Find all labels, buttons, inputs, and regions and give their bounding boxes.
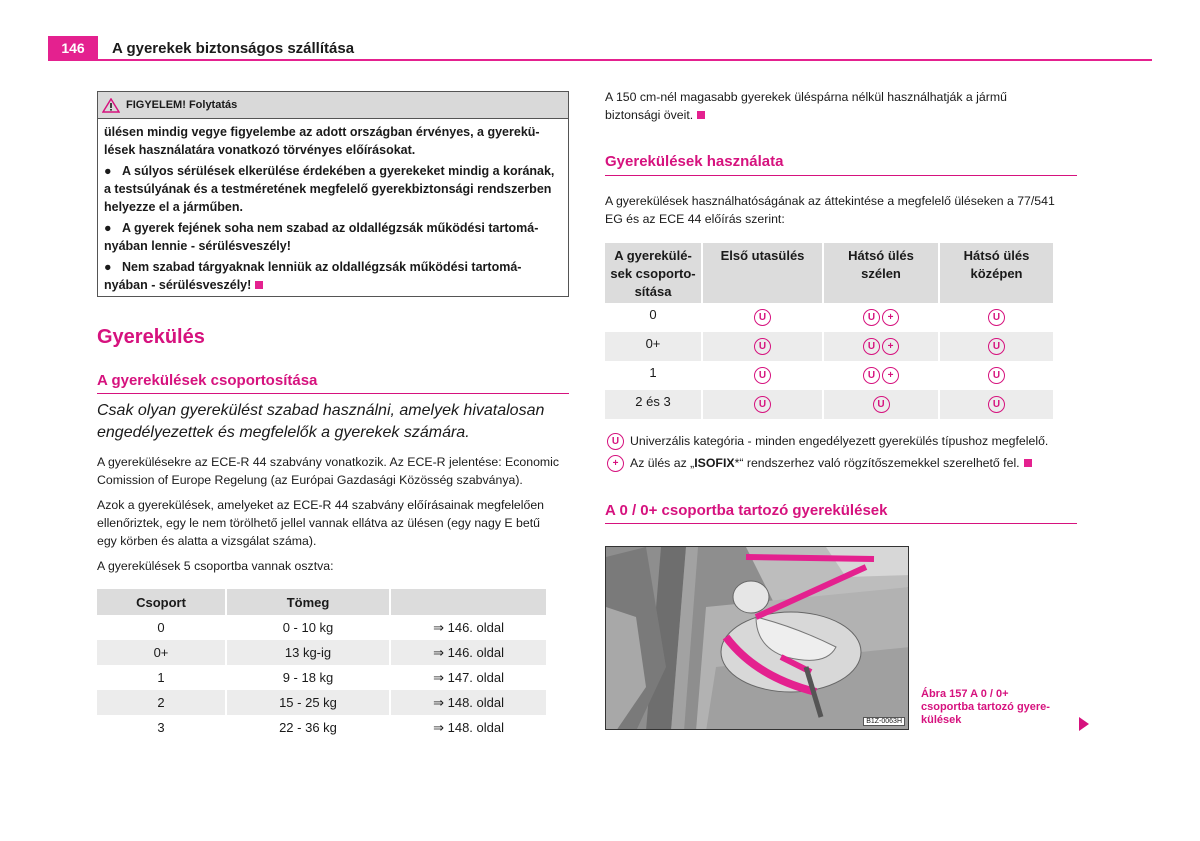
infant-seat-illustration (606, 547, 909, 730)
paragraph-usage: A gyerekülések használhatóságának az áttekintése a megfelelő üléseken a 77/541 EG és az ECE 44 előírás szerint: (605, 194, 1055, 226)
legend-isofix: + Az ülés az „ISOFIX*“ rendszerhez való rögzítőszemekkel szerelhető fel. (606, 454, 1032, 472)
universal-icon: U (873, 396, 890, 413)
universal-icon: U (754, 338, 771, 355)
page-ref-link[interactable]: ⇒ 146. oldal (391, 640, 548, 665)
page-ref-link[interactable]: ⇒ 148. oldal (391, 690, 548, 715)
table-row: 0 U U + U (605, 303, 1055, 332)
paragraph-approval: Azok a gyerekülések, amelyeket az ECE-R 44 szabvány előírásainak megfelelően ellenőriztek, egy le nem törölhető jellel vannak ellátva az ülésen (egy nagy E betű egy körben és alatta a vizsgálat száma). (97, 498, 545, 548)
col-header-ref (391, 589, 548, 615)
page-ref-link[interactable]: ⇒ 146. oldal (391, 615, 548, 640)
universal-icon: U (607, 433, 624, 450)
paragraph-ece: A gyerekülésekre az ECE-R 44 szabvány vonatkozik. Az ECE-R jelentése: Economic Comission of Europe Regelung (az Európai Gazdasági Közösség szabványa). (97, 455, 560, 487)
table-row: 0+ 13 kg-ig ⇒ 146. oldal (97, 640, 548, 665)
table-row: 0 0 - 10 kg ⇒ 146. oldal (97, 615, 548, 640)
warning-heading-text: FIGYELEM! Folytatás (126, 99, 238, 111)
page-ref-link[interactable]: ⇒ 148. oldal (391, 715, 548, 740)
table-row: 0+ U U + U (605, 332, 1055, 361)
subsection-rule (605, 175, 1077, 176)
table-row: 2 15 - 25 kg ⇒ 148. oldal (97, 690, 548, 715)
universal-icon: U (863, 367, 880, 384)
universal-icon: U (863, 338, 880, 355)
table-row: 3 22 - 36 kg ⇒ 148. oldal (97, 715, 548, 740)
end-mark-icon (697, 111, 705, 119)
subsection-title-usage: Gyerekülések használata (605, 153, 784, 170)
col-header-rear-center: Hátsó ülés középen (940, 243, 1055, 303)
warning-body (98, 119, 568, 301)
universal-icon: U (754, 309, 771, 326)
col-header-rear-outer: Hátsó ülés szélen (824, 243, 940, 303)
warning-heading (98, 92, 568, 119)
universal-icon: U (754, 367, 771, 384)
figure-infant-seat (605, 546, 909, 730)
universal-icon: U (988, 309, 1005, 326)
warning-bullet-2: ● A gyerek fejének soha nem szabad az oldallégzsák működési tartomá- nyában lennie - sérülésveszély! (104, 221, 539, 253)
col-header-weight: Tömeg (227, 589, 391, 615)
warning-bullet-1: ● A súlyos sérülések elkerülése érdekében a gyerekeket mindig a korának, a testsúlyának és a testméretének megfelelő gyerekbiztonsági rendszerben helyezze el a járműben. (104, 164, 555, 214)
end-mark-icon (1024, 459, 1032, 467)
seat-usage-table (605, 243, 1055, 419)
universal-icon: U (863, 309, 880, 326)
paragraph-groups: A gyerekülések 5 csoportba vannak osztva: (97, 559, 334, 573)
col-header-group: Csoport (97, 589, 227, 615)
subsection-rule (605, 523, 1077, 524)
universal-icon: U (754, 396, 771, 413)
warning-bullet-3: ● Nem szabad tárgyaknak lenniük az oldallégzsák működési tartomá- nyában - sérülésveszély! (104, 260, 522, 292)
intro-italic: Csak olyan gyerekülést szabad használni, amelyek hivatalosan engedélyezettek és megfelelők a gyerekek számára. (97, 402, 545, 441)
isofix-plus-icon: + (882, 367, 899, 384)
figure-code: B1Z-0063H (863, 717, 905, 726)
page-number: 146 (48, 36, 98, 61)
isofix-plus-icon: + (882, 338, 899, 355)
universal-icon: U (988, 367, 1005, 384)
col-header-front-passenger: Első utasülés (703, 243, 824, 303)
warning-intro: ülésen mindig vegye figyelembe az adott országban érvényes, a gyerekü- lések használatára vonatkozó törvényes előírásokat. (104, 125, 540, 157)
section-title: Gyerekülés (97, 326, 205, 348)
table-row: 2 és 3 U U U (605, 390, 1055, 419)
page-header-title: A gyerekek biztonságos szállítása (112, 40, 355, 57)
warning-box (97, 91, 569, 297)
isofix-plus-icon: + (882, 309, 899, 326)
warning-triangle-icon (102, 98, 120, 113)
subsection-title-grouping: A gyerekülések csoportosítása (97, 372, 318, 389)
header-rule (48, 59, 1152, 61)
figure-caption: Ábra 157 A 0 / 0+ csoportba tartozó gyere- külések (921, 688, 1050, 726)
continue-arrow-icon[interactable] (1079, 717, 1089, 731)
legend-universal: U Univerzális kategória - minden engedélyezett gyerekülés típushoz megfelelő. (606, 432, 1048, 450)
table-row: 1 9 - 18 kg ⇒ 147. oldal (97, 665, 548, 690)
table-row: 1 U U + U (605, 361, 1055, 390)
subsection-title-group0: A 0 / 0+ csoportba tartozó gyerekülések (605, 502, 888, 519)
end-mark-icon (255, 281, 263, 289)
page-ref-link[interactable]: ⇒ 147. oldal (391, 665, 548, 690)
isofix-plus-icon: + (607, 455, 624, 472)
paragraph-tall-children: A 150 cm-nél magasabb gyerekek üléspárna nélkül használhatják a jármű biztonsági öveit. (605, 90, 1007, 122)
universal-icon: U (988, 338, 1005, 355)
group-weight-table (97, 589, 548, 740)
universal-icon: U (988, 396, 1005, 413)
subsection-rule (97, 393, 569, 394)
col-header-group: A gyerekülé- sek csoporto- sítása (605, 243, 703, 303)
